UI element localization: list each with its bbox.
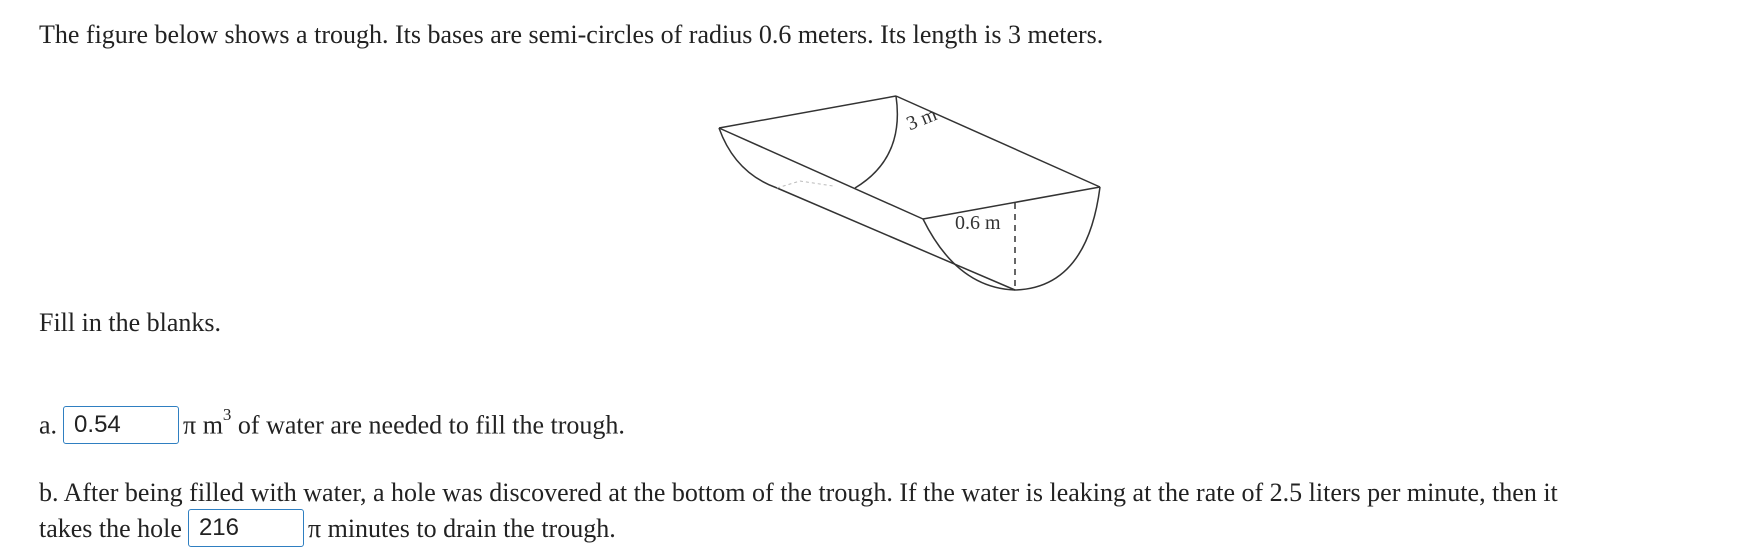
part-a-prefix: a. <box>39 410 58 440</box>
trough-top-edge-near <box>923 187 1100 219</box>
radius-label: 0.6 m <box>955 212 1001 234</box>
part-b-prefix: takes the hole <box>39 513 182 543</box>
part-b-line2 <box>39 512 616 550</box>
part-b-answer-input[interactable]: 216 <box>188 509 304 547</box>
trough-figure <box>715 88 1115 303</box>
trough-far-base-arc <box>855 96 897 188</box>
trough-left-curve <box>719 128 777 188</box>
trough-bottom-edge <box>777 188 1015 290</box>
trough-hidden-line <box>777 181 833 188</box>
trough-top-edge-back <box>719 96 896 128</box>
length-label: 3 m <box>903 103 941 136</box>
part-b-suffix: minutes to drain the trough. <box>327 513 616 543</box>
part-a-unit: m <box>202 410 223 440</box>
part-b-pi: π <box>307 513 322 543</box>
part-a-suffix: of water are needed to fill the trough. <box>237 410 625 440</box>
part-a-line <box>39 403 625 447</box>
part-b-line1: b. After being filled with water, a hole was discovered at the bottom of the trough. If the water is leaking at the rate of 2.5 liters per minute, then it <box>39 478 1558 507</box>
part-a-unit-exponent: 3 <box>222 405 232 424</box>
instruction-text: Fill in the blanks. <box>39 308 221 337</box>
problem-intro: The figure below shows a trough. Its bases are semi-circles of radius 0.6 meters. Its length is 3 meters. <box>39 20 1104 49</box>
part-a-pi: π <box>183 410 197 440</box>
part-a-answer-input[interactable]: 0.54 <box>63 406 179 444</box>
